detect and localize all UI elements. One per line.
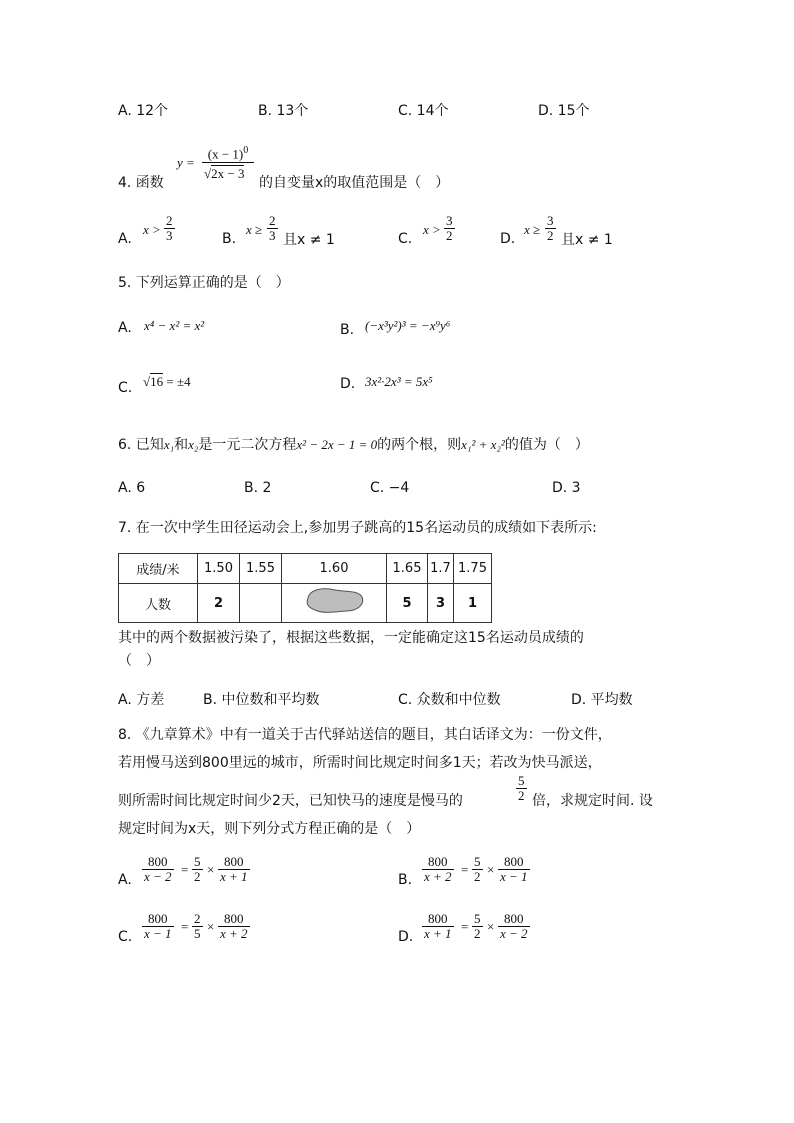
q8-option-b-frac3: $\frac{800}{x - 1}$	[500, 854, 528, 884]
q5-option-a-letter: A.	[118, 320, 132, 336]
q5-option-d-expr: 3x²·2x³ = 5x⁵	[365, 374, 433, 389]
q8-option-b-frac1: $\frac{800}{x + 2}$	[424, 854, 452, 884]
table-cell: 1	[454, 584, 492, 623]
table-cell: 1.60	[282, 554, 387, 584]
q8-option-a-frac3: $\frac{800}{x + 1}$	[220, 854, 248, 884]
q4-option-c-letter: C.	[398, 231, 413, 247]
q8-option-a-letter: A.	[118, 872, 132, 888]
q3-option-c: C. 14个	[398, 103, 449, 119]
table-row-header	[119, 554, 492, 584]
q8-line2: 若用慢马送到800里远的城市，所需时间比规定时间多1天；若改为快马派送，	[118, 755, 602, 771]
table-cell: 3	[428, 584, 454, 623]
q8-option-b-times: ×	[487, 862, 495, 877]
q4-option-a-rel: x >	[143, 222, 161, 237]
q8-option-c-eq: =	[181, 919, 189, 934]
q7-option-b: B. 中位数和平均数	[203, 692, 320, 708]
table-cell-stained	[240, 584, 282, 623]
q8-option-b-letter: B.	[398, 872, 413, 888]
q4-option-a-frac: $\frac{2}{3}$	[166, 213, 173, 243]
q5-option-c-letter: C.	[118, 380, 133, 396]
q8-option-c-frac1: $\frac{800}{x - 1}$	[144, 911, 172, 941]
q8-option-a-eq: =	[181, 862, 189, 877]
table-cell-stain	[282, 584, 387, 623]
q6-option-d: D. 3	[552, 480, 581, 496]
q7-option-d: D. 平均数	[571, 692, 633, 708]
q8-option-c-letter: C.	[118, 929, 133, 945]
table-cell: 1.55	[240, 554, 282, 584]
q7-option-a: A. 方差	[118, 692, 165, 708]
q4-prefix: 4. 函数	[118, 175, 164, 191]
q4-option-b-tail: 且x ≠ 1	[283, 232, 335, 248]
q7-option-c: C. 众数和中位数	[398, 692, 501, 708]
q8-option-d-letter: D.	[398, 929, 414, 945]
q8-line3b: 倍，求规定时间. 设	[532, 793, 653, 809]
stain-blot-icon	[302, 586, 366, 616]
q4-option-d-tail: 且x ≠ 1	[561, 232, 613, 248]
table-cell: 人数	[119, 584, 198, 623]
table-cell: 1.7	[428, 554, 454, 584]
q6-stem: 6. 已知x₁和x₂是一元二次方程x² − 2x − 1 = 0的两个根，则x₁² + x₂²的值为（ ）	[118, 437, 589, 453]
q8-option-a-times: ×	[207, 862, 215, 877]
q7-follow: 其中的两个数据被污染了，根据这些数据，一定能确定这15名运动员成绩的	[118, 630, 584, 646]
q8-option-b-frac2: $\frac{5}{2}$	[474, 854, 481, 884]
q4-func-denominator: √2x − 3	[204, 166, 245, 181]
q4-option-b-frac: $\frac{2}{3}$	[269, 213, 276, 243]
table-row-count	[119, 584, 492, 623]
q3-option-a: A. 12个	[118, 103, 169, 119]
q5-stem: 5. 下列运算正确的是（ ）	[118, 275, 290, 291]
table-cell: 1.50	[198, 554, 240, 584]
q4-suffix: 的自变量x的取值范围是（ ）	[259, 175, 450, 191]
q8-option-b-eq: =	[461, 862, 469, 877]
q8-option-a-frac1: $\frac{800}{x - 2}$	[144, 854, 172, 884]
q5-option-b-letter: B.	[340, 322, 355, 338]
q8-option-d-frac1: $\frac{800}{x + 1}$	[424, 911, 452, 941]
table-cell: 2	[198, 584, 240, 623]
q5-option-c-expr: √16 = ±4	[143, 374, 191, 389]
table-cell: 1.65	[387, 554, 428, 584]
table-cell: 成绩/米	[119, 554, 198, 584]
table-cell: 1.75	[454, 554, 492, 584]
q4-option-d-frac: $\frac{3}{2}$	[547, 213, 554, 243]
q8-option-d-frac2: $\frac{5}{2}$	[474, 911, 481, 941]
q8-option-c-frac3: $\frac{800}{x + 2}$	[220, 911, 248, 941]
q4-func-numerator: $(x - 1)^0$	[202, 145, 254, 163]
q4-option-d-rel: x ≥	[524, 222, 541, 237]
q5-option-d-letter: D.	[340, 376, 356, 392]
q4-option-c-frac: $\frac{3}{2}$	[446, 213, 453, 243]
q6-option-c: C. −4	[370, 480, 410, 496]
q4-option-b-letter: B.	[222, 231, 237, 247]
q3-option-d: D. 15个	[538, 103, 590, 119]
q8-option-d-frac3: $\frac{800}{x - 2}$	[500, 911, 528, 941]
q4-option-c-rel: x >	[423, 222, 441, 237]
q4-func-y: y =	[177, 155, 195, 170]
q8-option-c-times: ×	[207, 919, 215, 934]
q8-option-d-eq: =	[461, 919, 469, 934]
q7-stem: 7. 在一次中学生田径运动会上,参加男子跳高的15名运动员的成绩如下表所示:	[118, 520, 597, 536]
q6-option-b: B. 2	[244, 480, 272, 496]
q8-line4: 规定时间为x天，则下列分式方程正确的是（ ）	[118, 821, 421, 837]
q4-option-b-rel: x ≥	[246, 222, 263, 237]
q4-option-a-letter: A.	[118, 231, 132, 247]
q8-line3a: 则所需时间比规定时间少2天，已知快马的速度是慢马的	[118, 793, 463, 809]
score-table	[118, 553, 492, 623]
q8-option-a-frac2: $\frac{5}{2}$	[194, 854, 201, 884]
q8-option-c-frac2: $\frac{2}{5}$	[194, 911, 201, 941]
q5-option-a-expr: x⁴ − x² = x²	[144, 318, 205, 333]
q3-option-b: B. 13个	[258, 103, 309, 119]
q5-option-b-expr: (−x³y²)³ = −x⁹y⁶	[365, 318, 451, 333]
q4-option-d-letter: D.	[500, 231, 516, 247]
q8-line3-frac: $\frac{5}{2}$	[518, 773, 525, 803]
q6-option-a: A. 6	[118, 480, 146, 496]
q7-paren: （ ）	[118, 653, 160, 669]
q8-option-d-times: ×	[487, 919, 495, 934]
q8-line1: 8. 《九章算术》中有一道关于古代驿站送信的题目，其白话译文为：一份文件，	[118, 727, 612, 743]
table-cell: 5	[387, 584, 428, 623]
